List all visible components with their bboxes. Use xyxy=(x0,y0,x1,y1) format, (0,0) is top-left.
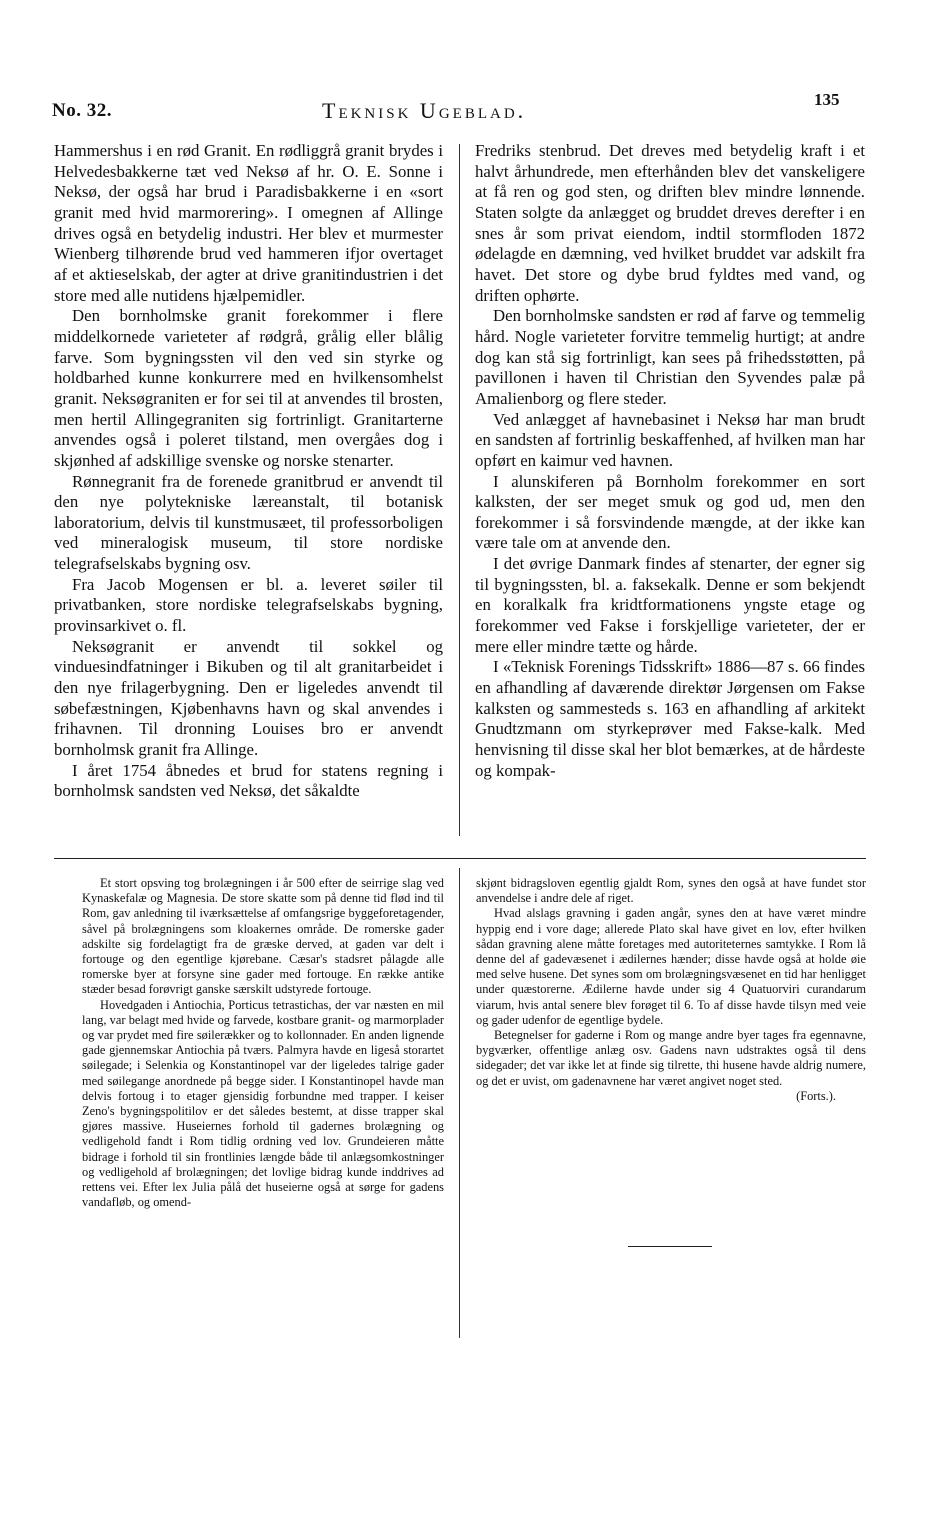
paragraph: Et stort opsving tog brolægningen i år 500 efter de seirrige slag ved Kynaskefalæ og Magnesia. De store skatte som på denne tid flød ind til Rom, gav anledning til iværksættelse af omfangsrige byggeforetagender, såvel på brolægningens som kloakernes område. De romerske gader adskilte sig fordelagtigt fra de græske derved, at gaden var delt i fortouge og den egentlige kjørebane. Cæsar's stadsret pålagde alle romerske byer at forsyne sine gader med fortouge. En række antike stæder besad forøvrigt ganske særskilt udstyrede fortouge. xyxy=(82,876,444,997)
continued-note: (Forts.). xyxy=(796,1088,836,1103)
section-divider xyxy=(54,858,866,859)
end-rule xyxy=(628,1246,712,1247)
paragraph: Fredriks stenbrud. Det dreves med betydelig kraft i et halvt århundrede, men efterhånden blev det vanskeligere at få ren og god sten, og driften blev mindre lønnende. Staten solgte da anlægget og bruddet dreves derefter i en snes år som privat eiendom, indtil stormfloden 1872 ødelagde en dæmning, ved hvilket bruddet var adskilt fra havet. Det store og dybe brud fyldtes med vand, og driften ophørte. xyxy=(475,141,865,305)
paragraph: Den bornholmske sandsten er rød af farve og temmelig hård. Nogle varieteter forvitre temmelig hurtigt; at andre dog kan stå sig fortrinligt, kan sees på frihedsstøtten, på pavillonen i haven til Christian den Syvendes palæ på Amalienborg og flere steder. xyxy=(475,306,865,408)
paragraph: Ved anlægget af havnebasinet i Neksø har man brudt en sandsten af fortrinlig beskaffenhed, af hvilken man har opført en kaimur ved havnen. xyxy=(475,409,865,470)
paragraph: I det øvrige Danmark findes af stenarter, der egner sig til bygningssten, bl. a. faksekalk. Denne er som bekjendt en koralkalk fra kridtformationens yngste etage og forekommer ved Fakse i forskjellige varieteter, der er mere eller mindre tætte og hårde. xyxy=(475,554,865,656)
page-header xyxy=(0,0,944,130)
paragraph: Den bornholmske granit forekommer i flere middelkornede varieteter af rødgrå, grålig eller blålig farve. Som bygningssten vil den ved sin styrke og holdbarhed kunne konkurrere med en hvilkensomhelst granit. Neksøgraniten er for sei til at anvendes til brosten, men hertil Allingegraniten sig fortrinligt. Granitarterne anvendes også i poleret tilstand, men overgåes dog i skjønhed af adskillige svenske og norske stenarter. xyxy=(54,306,443,470)
article-column-right xyxy=(475,141,865,781)
column-divider xyxy=(459,868,460,1338)
paragraph: Rønnegranit fra de forenede granitbrud er anvendt til den nye polytekniske læreanstalt, til botanisk laboratorium, delvis til kunstmusæet, til professorboligen ved mineralogisk museum, til store nordiske telegrafselskabs bygning osv. xyxy=(54,471,443,574)
paragraph: Neksøgranit er anvendt til sokkel og vinduesindfatninger i Bikuben og til alt granitarbeidet i den nye frilagerbygning. Den er ligeledes anvendt til søbefæstningen, Kjøbenhavns havn og skal anvendes i frihavnen. Til dronning Louises bro er anvendt bornholmsk granit fra Allinge. xyxy=(54,636,443,760)
feuilleton-column-left xyxy=(82,876,444,1210)
journal-title: Teknisk Ugeblad. xyxy=(322,98,527,123)
feuilleton-column-right xyxy=(476,876,866,1104)
paragraph: I «Teknisk Forenings Tidsskrift» 1886—87 s. 66 findes en afhandling af daværende direktør Jørgensen om Fakse kalksten og sammesteds s. 163 en afhandling af arkitekt Gnudtzmann om styrkeprøver med Fakse-kalk. Med henvisning til disse skal her blot bemærkes, at de hårdeste og kompak- xyxy=(475,657,865,780)
paragraph: I alunskiferen på Bornholm forekommer en sort kalksten, der ser meget smuk og god ud, men den forekommer i så forsvindende mængde, at der ikke kan være tale om at anvende den. xyxy=(475,471,865,553)
paragraph: skjønt bidragsloven egentlig gjaldt Rom, synes den også at have fundet stor anvendelse i andre dele af riget. xyxy=(476,876,866,906)
article-column-left xyxy=(54,141,443,802)
column-divider xyxy=(459,144,460,836)
paragraph: I året 1754 åbnedes et brud for statens regning i bornholmsk sandsten ved Neksø, det såkaldte xyxy=(54,760,443,801)
paragraph: Hvad alslags gravning i gaden angår, synes den at have været mindre hyppig end i vore dage; allerede Plato skal have givet en lov, efter hvilken sådan gravning alene måtte foretages med autoriteternes samtykke. I Rom lå denne del af gadevæsenet i ædilernes hænder; disse havde også at holde øie med selve husene. Det synes som om brolægningsvæsenet en tid har henligget under quæstorerne. Ædilerne havde under sig 4 Quatuorviri curandarum viarum, hvis antal senere blev forøget til 6. To af disse havde tilsyn med veie og gader udenfor de egentlige bydele. xyxy=(476,906,866,1027)
page-number: 135 xyxy=(814,90,840,109)
issue-number: No. 32. xyxy=(52,100,112,121)
paragraph: Betegnelser for gaderne i Rom og mange andre byer tages fra egennavne, bygværker, offentlige anlæg osv. Gadens navn udstraktes også til dens sidegader; det var ikke let at finde sig tilrette, thi husene havde aldrig numere, og det er uvist, om gadenavnene har været angivet noget sted. xyxy=(476,1028,866,1088)
paragraph: Hammershus i en rød Granit. En rødliggrå granit brydes i Helvedesbakkerne tæt ved Neksø af hr. O. E. Sonne i Neksø, der også har brud i Paradisbakkerne i en «sort granit med hvid marmorering». I omegnen af Allinge drives også en betydelig industri. Her blev et murmester Wienberg tilhørende brud ved hammeren ifjor overtaget af et aktieselskab, der agter at drive granitindustrien i det store med alle nutidens hjælpemidler. xyxy=(54,141,443,305)
paragraph: Fra Jacob Mogensen er bl. a. leveret søiler til privatbanken, store nordiske telegrafselskabs bygning, provinsarkivet o. fl. xyxy=(54,574,443,636)
paragraph: Hovedgaden i Antiochia, Porticus tetrastichas, der var næsten en mil lang, var belagt med hvide og farvede, kostbare granit- og marmorplader og var prydet med fire søilerækker og to kollonnader. En anden lignende gade gjennemskar Antiochia på tværs. Palmyra havde en ligeså storartet søilegade; i Selenkia og Konstantinopel var der ligeledes talrige gader med søilegange anordnede på begge sider. I Konstantinopel havde man delvis fortoug i to etager gjensidig forbundne med trapper. I keiser Zeno's bygningspolitilov er det således bestemt, at disse trapper skal gjøres massive. Huseiernes forhold til gadernes brolægning og vedligehold fandt i Rom tidlig ordning ved lov. Grundeieren måtte bidrage i forhold til sin frontlinies længde både til anlægsomkostninger og vedligehold af brolægningen; det lovlige bidrag kunde inddrives ad rettens vei. Efter lex Julia pålå det huseierne også at sørge for gadens vandafløb, og omend- xyxy=(82,997,444,1210)
